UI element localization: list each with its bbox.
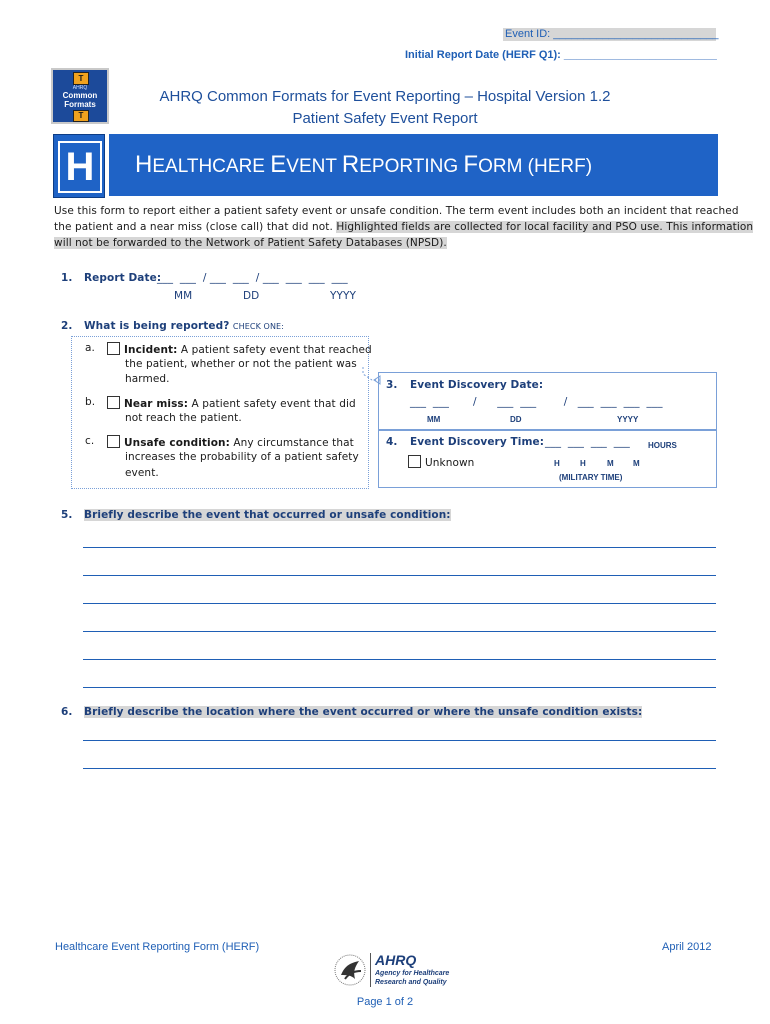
q3-mm-label: MM xyxy=(427,415,441,424)
q5-answer-line-4[interactable] xyxy=(83,631,716,632)
q5-answer-line-3[interactable] xyxy=(83,603,716,604)
q2-option-b[interactable] xyxy=(107,396,356,410)
q2-option-a-title: Incident: xyxy=(124,344,178,356)
initial-report-date-label: Initial Report Date (HERF Q1): _________________________ xyxy=(405,49,717,61)
event-id-label: Event ID: ___________________________ xyxy=(505,28,719,40)
footer-date: April 2012 xyxy=(662,941,712,953)
q4-h1-label: H xyxy=(554,459,560,468)
hhs-eagle-icon xyxy=(333,953,369,987)
q2-option-c-letter: c. xyxy=(85,435,95,447)
q2-option-a-letter: a. xyxy=(85,342,95,354)
q6-answer-line-1[interactable] xyxy=(83,740,716,741)
q4-hours-label: HOURS xyxy=(648,441,677,450)
q2-option-c-line2: increases the probability of a patient safety xyxy=(125,451,359,463)
footer-form-name: Healthcare Event Reporting Form (HERF) xyxy=(55,941,260,953)
near-miss-checkbox[interactable] xyxy=(107,396,120,409)
intro-line-3: will not be forwarded to the Network of Patient Safety Databases (NPSD). xyxy=(54,237,447,249)
q4-unknown-label: Unknown xyxy=(425,457,475,469)
q2-hint: CHECK ONE: xyxy=(232,322,284,331)
q5-label: Briefly describe the event that occurred or unsafe condition: xyxy=(84,509,451,521)
q2-option-b-line1: A patient safety event that did xyxy=(191,398,356,410)
q5-answer-line-5[interactable] xyxy=(83,659,716,660)
q2-option-c[interactable] xyxy=(107,435,354,449)
form-title-line1: AHRQ Common Formats for Event Reporting – Hospital Version 1.2 xyxy=(159,88,611,105)
q4-time-blanks[interactable]: ___ ___ ___ ___ xyxy=(545,436,630,448)
unsafe-condition-checkbox[interactable] xyxy=(107,435,120,448)
ahrq-logo-divider xyxy=(370,953,371,987)
h-logo-box xyxy=(53,134,105,198)
q2-question: What is being reported? xyxy=(84,320,230,332)
banner-word-2-rest: VENT xyxy=(286,156,342,177)
q2-option-a-line1: A patient safety event that reached xyxy=(180,344,372,356)
q2-option-a-line2: the patient, whether or not the patient was xyxy=(125,358,357,370)
banner-word-1-rest: EALTHCARE xyxy=(152,156,271,177)
intro-line-2 xyxy=(54,221,753,233)
logo-text-common: Common xyxy=(62,91,98,100)
banner-title xyxy=(135,151,592,179)
q1-yyyy-label: YYYY xyxy=(330,290,357,302)
q2-option-c-line3: event. xyxy=(125,467,159,479)
q5-number: 5. xyxy=(61,509,73,521)
intro-line-2a: the patient and a near miss (close call) that did not. xyxy=(54,221,337,233)
q2-option-b-line2: not reach the patient. xyxy=(125,412,242,424)
logo-text-ahrq: AHRQ xyxy=(72,85,88,91)
q4-label: Event Discovery Time: xyxy=(410,436,545,448)
q2-option-a[interactable] xyxy=(107,342,372,356)
q3-number: 3. xyxy=(386,379,398,391)
q4-unknown-option[interactable] xyxy=(408,455,474,469)
unknown-checkbox[interactable] xyxy=(408,455,421,468)
q1-number: 1. xyxy=(61,272,73,284)
q1-mm-label: MM xyxy=(174,290,193,302)
ahrq-agency-line-1: Agency for Healthcare xyxy=(375,970,450,977)
q4-h2-label: H xyxy=(580,459,586,468)
banner-word-2-cap: E xyxy=(270,151,287,178)
q4-number: 4. xyxy=(386,436,398,448)
q3-date-blanks[interactable]: ___ ___ / ___ ___ / ___ ___ ___ ___ xyxy=(410,396,663,408)
q6-label: Briefly describe the location where the event occurred or where the unsafe condition exists: xyxy=(84,706,643,718)
q1-date-blanks[interactable]: ___ ___ / ___ ___ / ___ ___ ___ ___ xyxy=(157,272,348,284)
q2-option-b-title: Near miss: xyxy=(124,398,189,410)
q2-number: 2. xyxy=(61,320,73,332)
form-banner xyxy=(109,134,718,196)
ahrq-agency-line-2: Research and Quality xyxy=(375,979,447,986)
banner-word-3-rest: EPORTING xyxy=(359,156,464,177)
q6-number: 6. xyxy=(61,706,73,718)
q4-m2-label: M xyxy=(633,459,640,468)
q5-answer-line-6[interactable] xyxy=(83,687,716,688)
q1-dd-label: DD xyxy=(243,290,260,302)
q5-answer-line-1[interactable] xyxy=(83,547,716,548)
banner-word-3-cap: R xyxy=(341,151,360,178)
q5-answer-line-2[interactable] xyxy=(83,575,716,576)
q4-military-label: (MILITARY TIME) xyxy=(559,473,623,482)
hhs-eagle-logo xyxy=(333,953,369,987)
q4-m1-label: M xyxy=(607,459,614,468)
form-title-line2: Patient Safety Event Report xyxy=(292,110,478,127)
q2-option-b-letter: b. xyxy=(85,396,96,408)
q2-label xyxy=(84,320,284,332)
intro-line-2b: Highlighted fields are collected for local facility and PSO use. This information xyxy=(336,221,754,233)
q3-label: Event Discovery Date: xyxy=(410,379,544,391)
banner-word-4-cap: F xyxy=(463,151,479,178)
q1-label: Report Date: xyxy=(84,272,162,284)
logo-tile-bottom: T xyxy=(73,110,89,122)
logo-text-formats: Formats xyxy=(64,100,96,109)
ahrq-logo-text: AHRQ xyxy=(375,952,417,968)
h-letter: H xyxy=(58,141,102,193)
logo-tile-top: T xyxy=(73,72,89,85)
q3-dd-label: DD xyxy=(510,415,522,424)
q6-answer-line-2[interactable] xyxy=(83,768,716,769)
q2-option-c-line1: Any circumstance that xyxy=(233,437,354,449)
q2-option-a-line3: harmed. xyxy=(125,373,170,385)
q2-option-c-title: Unsafe condition: xyxy=(124,437,230,449)
page-number: Page 1 of 2 xyxy=(356,996,414,1008)
incident-checkbox[interactable] xyxy=(107,342,120,355)
banner-word-1-cap: H xyxy=(135,151,153,178)
q3-yyyy-label: YYYY xyxy=(617,415,639,424)
banner-word-4-rest: ORM (HERF) xyxy=(478,156,593,177)
intro-line-1: Use this form to report either a patient safety event or unsafe condition. The term event includes both an incident that reached xyxy=(54,205,739,217)
